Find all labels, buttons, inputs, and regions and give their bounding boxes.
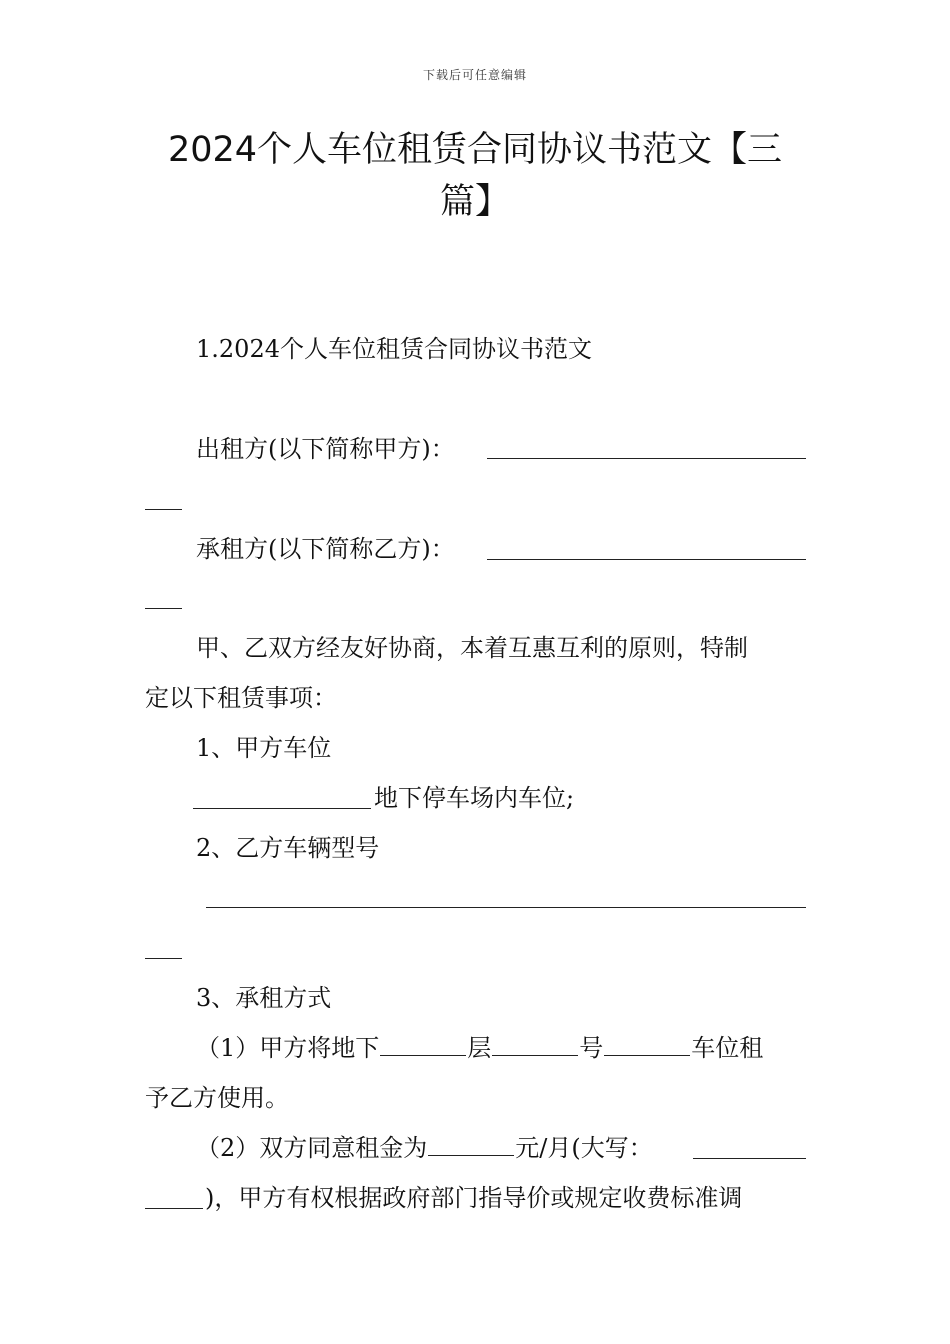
rent-uppercase-blank-line	[693, 1158, 806, 1159]
intro-line-2: 定以下租赁事项：	[145, 684, 337, 712]
item2-blank-line	[206, 907, 806, 908]
item3-p2-unit: 元/月(大写：	[515, 1134, 653, 1162]
item3-paragraph-2-line-2: )，甲方有权根据政府部门指导价或规定收费标准调	[205, 1184, 743, 1212]
item2-blank-continuation	[145, 958, 182, 959]
item3-p1-suffix: 车位租	[691, 1034, 764, 1062]
item3-heading: 3、承租方式	[196, 984, 332, 1012]
item3-paragraph-1-line-1	[196, 1033, 763, 1063]
header-note: 下载后可任意编辑	[422, 68, 527, 82]
item1-blank-line	[193, 808, 371, 809]
lessee-blank-continuation	[145, 608, 182, 609]
item2-heading: 2、乙方车辆型号	[196, 834, 380, 862]
document-title: 2024个人车位租赁合同协议书范文【三篇】	[167, 130, 783, 222]
lessee-label: 承租方(以下简称乙方)：	[196, 535, 455, 563]
item3-p2-prefix: （2）双方同意租金为	[196, 1134, 428, 1162]
lessor-blank-continuation	[145, 509, 182, 510]
lessor-blank-line	[487, 458, 806, 459]
intro-line-1: 甲、乙双方经友好协商，本着互惠互利的原则，特制	[196, 634, 748, 662]
lessor-label: 出租方(以下简称甲方)：	[196, 435, 455, 463]
item1-heading: 1、甲方车位	[196, 734, 332, 762]
item1-text: 地下停车场内车位;	[374, 784, 575, 812]
section-heading: 1.2024个人车位租赁合同协议书范文	[196, 335, 592, 363]
rent-amount-blank	[428, 1153, 514, 1156]
item3-paragraph-2-line-1	[196, 1133, 653, 1163]
floor-blank	[380, 1053, 466, 1056]
rent-uppercase-blank-continuation	[145, 1208, 203, 1209]
item3-p1-prefix: （1）甲方将地下	[196, 1034, 380, 1062]
lessee-blank-line	[487, 559, 806, 560]
item3-paragraph-1-line-2: 予乙方使用。	[145, 1084, 289, 1112]
item3-p1-floor-label: 层	[467, 1034, 492, 1062]
space-blank	[604, 1053, 690, 1056]
item3-p1-number-label: 号	[579, 1034, 604, 1062]
number-blank	[492, 1053, 578, 1056]
